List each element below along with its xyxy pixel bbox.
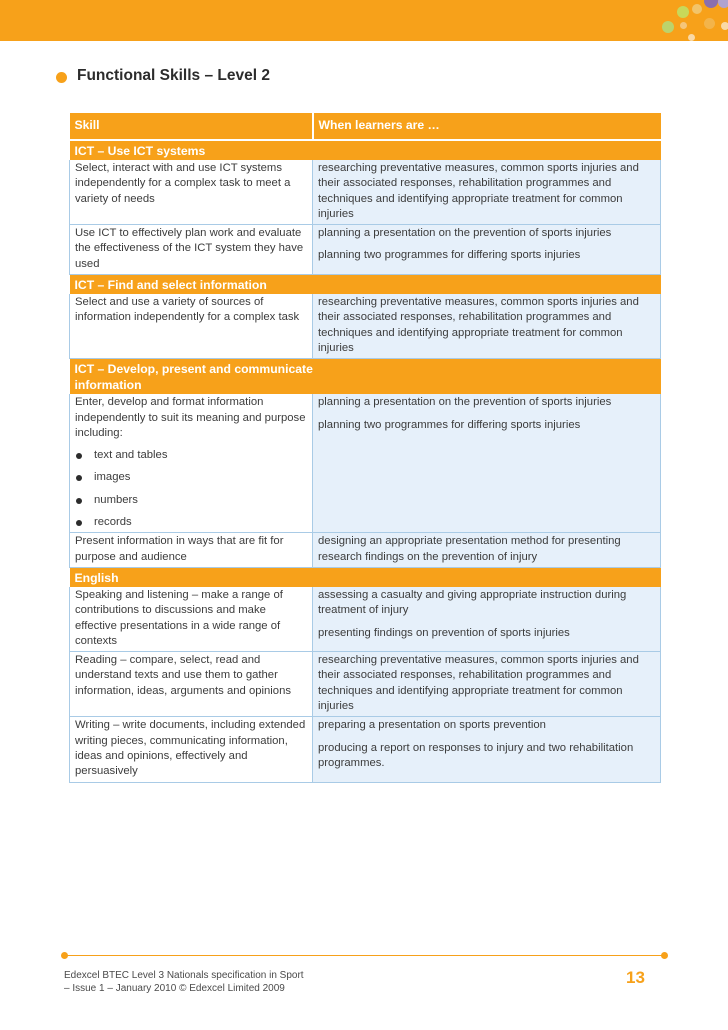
bullet-text: text and tables <box>94 449 168 462</box>
list-item <box>75 448 308 463</box>
when-text: presenting findings on prevention of sports injuries <box>318 626 570 639</box>
top-banner <box>0 0 728 43</box>
skill-text: Use ICT to effectively plan work and evaluate the effectiveness of the ICT system they have used <box>75 227 304 270</box>
page-number: 13 <box>626 968 645 987</box>
bullet-text: records <box>94 516 132 529</box>
when-text: researching preventative measures, common sports injuries and their associated responses, rehabilitation programmes and techniques and identifying appropriate treatment for common injuries <box>318 296 639 354</box>
bullet-icon <box>76 520 82 526</box>
skill-text: Select and use a variety of sources of information independently for a complex task <box>75 296 300 324</box>
skill-cell <box>70 225 313 275</box>
bullet-icon <box>76 475 82 481</box>
skill-text: Writing – write documents, including extended writing pieces, communicating information, ideas and opinions, effectively and persuasively <box>75 719 306 778</box>
when-cell <box>313 160 661 225</box>
bullet-text: numbers <box>94 493 138 506</box>
list-item <box>75 493 308 508</box>
group-title: ICT – Find and select information <box>70 275 661 295</box>
when-cell <box>313 652 661 717</box>
table-header-row <box>70 113 661 140</box>
when-text: planning two programmes for differing sports injuries <box>318 249 581 262</box>
footer-divider-dot-right <box>661 952 668 959</box>
section-title: Functional Skills – Level 2 <box>77 67 270 84</box>
decorative-dot <box>692 4 702 14</box>
decorative-dot <box>680 22 687 29</box>
group-header-row <box>70 359 661 395</box>
header-when: When learners are … <box>313 113 661 140</box>
decorative-dot <box>677 6 689 18</box>
skill-text: Select, interact with and use ICT systems independently for a complex task to meet a variety of needs <box>75 162 291 205</box>
heading-bullet-icon <box>56 72 67 83</box>
when-cell <box>313 533 661 568</box>
when-text: preparing a presentation on sports prevention <box>318 719 546 732</box>
when-cell <box>313 394 661 533</box>
skill-cell <box>70 394 313 533</box>
when-text: researching preventative measures, common sports injuries and their associated responses, rehabilitation programmes and techniques and identifying appropriate treatment for common injuries <box>318 654 639 713</box>
decorative-dot <box>688 34 695 41</box>
footer-credit <box>64 969 364 995</box>
skill-text: Enter, develop and format information independently to suit its meaning and purpose including: <box>75 396 306 439</box>
list-item <box>75 470 308 485</box>
group-title-text: ICT – Develop, present and communicate information <box>74 362 313 393</box>
when-cell <box>313 717 661 782</box>
when-text: researching preventative measures, common sports injuries and their associated responses, rehabilitation programmes and techniques and identifying appropriate treatment for common injuries <box>318 162 639 220</box>
skill-cell <box>70 652 313 717</box>
bullet-text: images <box>94 471 131 484</box>
when-text: assessing a casualty and giving appropriate instruction during treatment of injury <box>318 588 627 617</box>
table-row <box>70 394 661 533</box>
when-cell <box>313 294 661 359</box>
skills-table <box>69 113 661 783</box>
group-title: ICT – Use ICT systems <box>70 140 661 160</box>
footer-divider <box>64 955 664 956</box>
table-row <box>70 533 661 568</box>
skill-cell <box>70 717 313 782</box>
when-text: designing an appropriate presentation method for presenting research findings on the prevention of injury <box>318 535 621 563</box>
when-text: planning two programmes for differing sports injuries <box>318 418 581 431</box>
decorative-dot <box>704 18 715 29</box>
footer-line-2: – Issue 1 – January 2010 © Edexcel Limited 2009 <box>64 983 285 994</box>
skill-cell <box>70 587 313 652</box>
skill-cell <box>70 533 313 568</box>
skill-bullet-list <box>75 448 308 530</box>
header-skill: Skill <box>70 113 313 140</box>
skill-cell <box>70 160 313 225</box>
decorative-dot <box>721 22 728 30</box>
table-row <box>70 160 661 225</box>
table-row <box>70 652 661 717</box>
decorative-dot <box>718 0 728 8</box>
when-text: planning a presentation on the prevention of sports injuries <box>318 396 612 409</box>
group-header-row <box>70 275 661 295</box>
skill-cell <box>70 294 313 359</box>
when-text: planning a presentation on the prevention of sports injuries <box>318 227 612 240</box>
skill-text: Present information in ways that are fit for purpose and audience <box>75 535 284 563</box>
footer-divider-dot-left <box>61 952 68 959</box>
section-heading <box>56 66 270 86</box>
group-title <box>70 359 661 395</box>
when-cell <box>313 587 661 652</box>
table-row <box>70 225 661 275</box>
footer-line-1: Edexcel BTEC Level 3 Nationals specification in Sport <box>64 970 304 981</box>
group-header-row <box>70 140 661 160</box>
when-text: producing a report on responses to injury and two rehabilitation programmes. <box>318 741 634 769</box>
decorative-dot <box>662 21 674 33</box>
skill-text: Speaking and listening – make a range of contributions to discussions and make effective presentations in a wide range of contexts <box>75 588 283 647</box>
group-title: English <box>70 567 661 587</box>
bullet-icon <box>76 453 82 459</box>
when-cell <box>313 225 661 275</box>
table-row <box>70 294 661 359</box>
group-header-row <box>70 567 661 587</box>
list-item <box>75 515 308 530</box>
table-row <box>70 587 661 652</box>
skill-text: Reading – compare, select, read and understand texts and use them to gather information, ideas, arguments and opinions <box>75 654 292 697</box>
bullet-icon <box>76 498 82 504</box>
table-row <box>70 717 661 782</box>
